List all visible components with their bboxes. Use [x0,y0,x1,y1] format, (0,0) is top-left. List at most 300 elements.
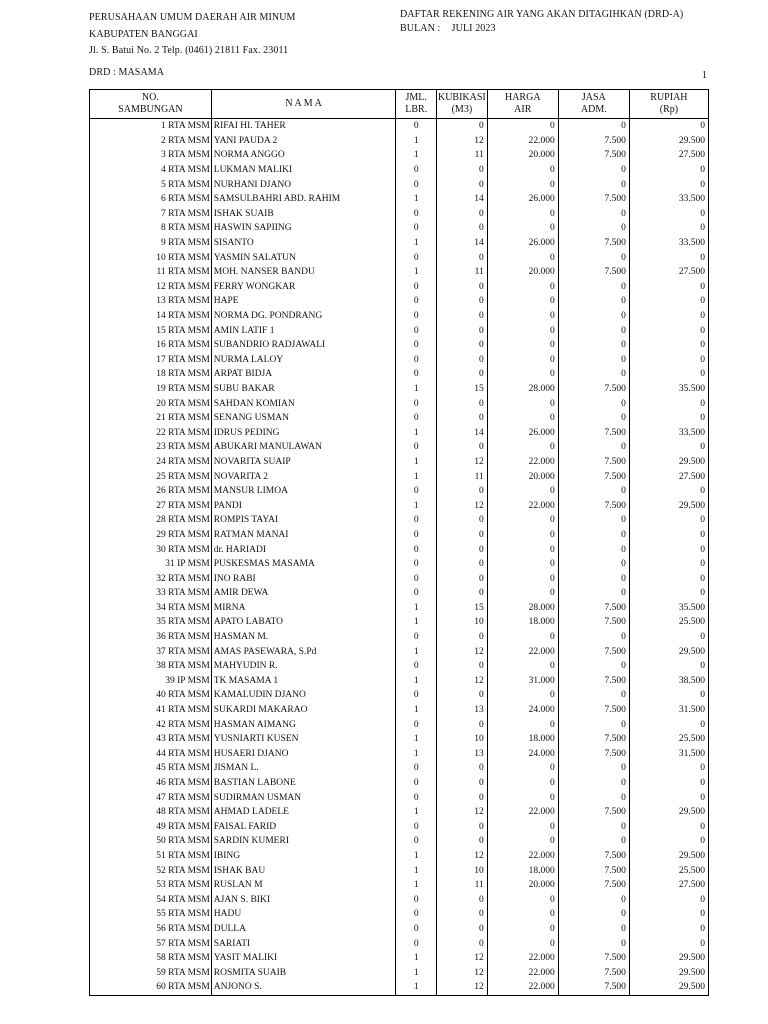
cell-kubikasi: 12 [437,980,488,995]
cell-rupiah: 0 [629,323,708,338]
cell-rupiah: 0 [629,761,708,776]
cell-kubikasi: 0 [437,411,488,426]
cell-nama: FAISAL FARID [211,820,396,835]
cell-jasa-adm: 0 [558,586,629,601]
cell-harga-air: 18.000 [487,732,558,747]
cell-kubikasi: 0 [437,207,488,222]
table-row [90,236,709,251]
cell-no-sambungan: 45 RTA MSM [90,761,212,776]
cell-no-sambungan: 50 RTA MSM [90,834,212,849]
page-number: 1 [702,70,708,81]
cell-harga-air: 0 [487,250,558,265]
cell-no-sambungan: 33 RTA MSM [90,586,212,601]
table-row [90,382,709,397]
cell-kubikasi: 14 [437,425,488,440]
table-row [90,834,709,849]
cell-rupiah: 0 [629,528,708,543]
cell-nama: ROMPIS TAYAI [211,513,396,528]
cell-jml-lbr: 0 [396,177,437,192]
cell-jml-lbr: 0 [396,834,437,849]
cell-kubikasi: 0 [437,761,488,776]
cell-kubikasi: 10 [437,863,488,878]
company-address: Jl. S. Batui No. 2 Telp. (0461) 21811 Fax. 23011 [89,45,289,56]
cell-nama: INO RABI [211,571,396,586]
cell-no-sambungan: 27 RTA MSM [90,498,212,513]
cell-harga-air: 28.000 [487,382,558,397]
cell-rupiah: 38.500 [629,674,708,689]
cell-jml-lbr: 1 [396,703,437,718]
cell-harga-air: 18.000 [487,863,558,878]
cell-kubikasi: 0 [437,630,488,645]
cell-rupiah: 0 [629,688,708,703]
cell-jasa-adm: 0 [558,542,629,557]
cell-harga-air: 0 [487,761,558,776]
cell-no-sambungan: 40 RTA MSM [90,688,212,703]
cell-jasa-adm: 7.500 [558,615,629,630]
cell-harga-air: 22.000 [487,134,558,149]
table-row [90,134,709,149]
cell-harga-air: 20.000 [487,148,558,163]
cell-kubikasi: 12 [437,965,488,980]
cell-no-sambungan: 6 RTA MSM [90,192,212,207]
cell-jasa-adm: 7.500 [558,849,629,864]
cell-jml-lbr: 0 [396,717,437,732]
cell-kubikasi: 0 [437,338,488,353]
cell-kubikasi: 11 [437,265,488,280]
cell-nama: BASTIAN LABONE [211,776,396,791]
cell-rupiah: 0 [629,820,708,835]
table-row [90,922,709,937]
cell-jasa-adm: 0 [558,177,629,192]
cell-kubikasi: 0 [437,440,488,455]
cell-rupiah: 0 [629,834,708,849]
cell-rupiah: 35.500 [629,382,708,397]
cell-harga-air: 26.000 [487,236,558,251]
cell-harga-air: 18.000 [487,615,558,630]
table-row [90,498,709,513]
report-month [400,23,496,34]
cell-kubikasi: 0 [437,717,488,732]
cell-kubikasi: 14 [437,192,488,207]
table-row [90,601,709,616]
cell-rupiah: 33.500 [629,192,708,207]
cell-rupiah: 27.500 [629,878,708,893]
table-row [90,177,709,192]
table-row [90,513,709,528]
cell-rupiah: 29.500 [629,849,708,864]
cell-harga-air: 22.000 [487,644,558,659]
cell-kubikasi: 0 [437,907,488,922]
cell-no-sambungan: 18 RTA MSM [90,367,212,382]
table-row [90,367,709,382]
cell-jasa-adm: 7.500 [558,455,629,470]
cell-nama: dr. HARIADI [211,542,396,557]
table-row [90,717,709,732]
cell-harga-air: 0 [487,688,558,703]
cell-kubikasi: 0 [437,221,488,236]
cell-jml-lbr: 1 [396,747,437,762]
cell-jml-lbr: 1 [396,878,437,893]
cell-rupiah: 27.500 [629,265,708,280]
table-row [90,965,709,980]
cell-nama: HUSAERI DJANO [211,747,396,762]
cell-harga-air: 22.000 [487,980,558,995]
cell-jasa-adm: 0 [558,207,629,222]
cell-harga-air: 0 [487,936,558,951]
cell-jml-lbr: 0 [396,630,437,645]
cell-rupiah: 0 [629,630,708,645]
cell-nama: PANDI [211,498,396,513]
cell-harga-air: 0 [487,353,558,368]
cell-rupiah: 0 [629,338,708,353]
table-row [90,878,709,893]
cell-rupiah: 29.500 [629,965,708,980]
cell-no-sambungan: 38 RTA MSM [90,659,212,674]
cell-jasa-adm: 0 [558,659,629,674]
cell-jml-lbr: 0 [396,557,437,572]
cell-jasa-adm: 0 [558,528,629,543]
cell-nama: MAHYUDIN R. [211,659,396,674]
cell-jml-lbr: 1 [396,980,437,995]
cell-kubikasi: 0 [437,571,488,586]
cell-no-sambungan: 48 RTA MSM [90,805,212,820]
cell-no-sambungan: 36 RTA MSM [90,630,212,645]
cell-kubikasi: 0 [437,250,488,265]
cell-jml-lbr: 1 [396,498,437,513]
cell-kubikasi: 15 [437,382,488,397]
cell-kubikasi: 0 [437,936,488,951]
cell-nama: NOVARITA SUAIP [211,455,396,470]
cell-harga-air: 0 [487,207,558,222]
cell-jasa-adm: 0 [558,396,629,411]
cell-jml-lbr: 0 [396,513,437,528]
cell-harga-air: 0 [487,834,558,849]
cell-rupiah: 0 [629,542,708,557]
cell-jml-lbr: 0 [396,790,437,805]
cell-jasa-adm: 0 [558,688,629,703]
cell-jml-lbr: 0 [396,659,437,674]
cell-nama: IDRUS PEDING [211,425,396,440]
cell-jasa-adm: 0 [558,280,629,295]
cell-jasa-adm: 0 [558,790,629,805]
cell-no-sambungan: 42 RTA MSM [90,717,212,732]
cell-kubikasi: 0 [437,776,488,791]
table-row [90,644,709,659]
cell-nama: RUSLAN M [211,878,396,893]
cell-jasa-adm: 0 [558,338,629,353]
table-row [90,265,709,280]
cell-no-sambungan: 9 RTA MSM [90,236,212,251]
cell-no-sambungan: 35 RTA MSM [90,615,212,630]
cell-harga-air: 22.000 [487,965,558,980]
cell-nama: HADU [211,907,396,922]
table-row [90,761,709,776]
cell-rupiah: 0 [629,892,708,907]
cell-kubikasi: 0 [437,323,488,338]
cell-no-sambungan: 8 RTA MSM [90,221,212,236]
month-label: BULAN : [400,23,441,34]
cell-nama: SUBU BAKAR [211,382,396,397]
cell-jasa-adm: 7.500 [558,425,629,440]
cell-harga-air: 26.000 [487,192,558,207]
cell-harga-air: 0 [487,922,558,937]
cell-jml-lbr: 1 [396,425,437,440]
cell-jasa-adm: 0 [558,163,629,178]
table-row [90,163,709,178]
cell-kubikasi: 0 [437,163,488,178]
cell-harga-air: 22.000 [487,498,558,513]
cell-jml-lbr: 0 [396,207,437,222]
table-header-row [90,90,709,119]
cell-nama: RATMAN MANAI [211,528,396,543]
table-row [90,732,709,747]
cell-jasa-adm: 7.500 [558,498,629,513]
cell-no-sambungan: 26 RTA MSM [90,484,212,499]
cell-kubikasi: 12 [437,674,488,689]
cell-jml-lbr: 1 [396,469,437,484]
cell-no-sambungan: 16 RTA MSM [90,338,212,353]
cell-rupiah: 33.500 [629,425,708,440]
cell-rupiah: 29.500 [629,980,708,995]
cell-harga-air: 0 [487,338,558,353]
cell-no-sambungan: 1 RTA MSM [90,119,212,134]
cell-jml-lbr: 1 [396,732,437,747]
cell-harga-air: 26.000 [487,425,558,440]
cell-no-sambungan: 60 RTA MSM [90,980,212,995]
cell-kubikasi: 0 [437,528,488,543]
table-row [90,892,709,907]
cell-harga-air: 0 [487,907,558,922]
cell-harga-air: 0 [487,557,558,572]
cell-nama: JISMAN L. [211,761,396,776]
cell-jasa-adm: 0 [558,936,629,951]
cell-kubikasi: 0 [437,790,488,805]
col-header-no: NO. SAMBUNGAN [90,90,212,119]
cell-nama: SAMSULBAHRI ABD. RAHIM [211,192,396,207]
cell-jasa-adm: 7.500 [558,265,629,280]
cell-kubikasi: 12 [437,951,488,966]
cell-nama: YASIT MALIKI [211,951,396,966]
cell-harga-air: 0 [487,528,558,543]
cell-rupiah: 25.500 [629,863,708,878]
cell-kubikasi: 12 [437,849,488,864]
cell-jml-lbr: 1 [396,644,437,659]
cell-jml-lbr: 1 [396,601,437,616]
cell-harga-air: 22.000 [487,805,558,820]
cell-nama: YUSNIARTI KUSEN [211,732,396,747]
cell-jasa-adm: 0 [558,367,629,382]
cell-no-sambungan: 22 RTA MSM [90,425,212,440]
cell-jml-lbr: 0 [396,571,437,586]
cell-jasa-adm: 7.500 [558,134,629,149]
cell-rupiah: 29.500 [629,134,708,149]
cell-kubikasi: 0 [437,542,488,557]
cell-harga-air: 22.000 [487,455,558,470]
cell-no-sambungan: 29 RTA MSM [90,528,212,543]
table-row [90,280,709,295]
cell-harga-air: 24.000 [487,747,558,762]
cell-nama: ROSMITA SUAIB [211,965,396,980]
drd-label: DRD : MASAMA [89,67,165,78]
cell-kubikasi: 10 [437,732,488,747]
table-row [90,250,709,265]
cell-no-sambungan: 21 RTA MSM [90,411,212,426]
cell-nama: SUBANDRIO RADJAWALI [211,338,396,353]
cell-jasa-adm: 0 [558,294,629,309]
cell-rupiah: 0 [629,484,708,499]
cell-no-sambungan: 15 RTA MSM [90,323,212,338]
cell-no-sambungan: 47 RTA MSM [90,790,212,805]
cell-jml-lbr: 1 [396,849,437,864]
table-row [90,571,709,586]
cell-kubikasi: 12 [437,455,488,470]
cell-no-sambungan: 11 RTA MSM [90,265,212,280]
cell-jml-lbr: 1 [396,134,437,149]
table-row [90,484,709,499]
cell-nama: AMIN LATIF 1 [211,323,396,338]
cell-nama: DULLA [211,922,396,937]
cell-nama: HASWIN SAPIING [211,221,396,236]
cell-jml-lbr: 1 [396,265,437,280]
cell-rupiah: 0 [629,776,708,791]
table-row [90,586,709,601]
cell-no-sambungan: 51 RTA MSM [90,849,212,864]
cell-no-sambungan: 17 RTA MSM [90,353,212,368]
cell-kubikasi: 0 [437,922,488,937]
table-row [90,951,709,966]
cell-harga-air: 0 [487,177,558,192]
cell-rupiah: 31.500 [629,703,708,718]
cell-no-sambungan: 31 IP MSM [90,557,212,572]
cell-no-sambungan: 2 RTA MSM [90,134,212,149]
cell-kubikasi: 0 [437,294,488,309]
cell-jasa-adm: 7.500 [558,674,629,689]
cell-jml-lbr: 1 [396,674,437,689]
table-row [90,674,709,689]
cell-harga-air: 22.000 [487,951,558,966]
cell-no-sambungan: 58 RTA MSM [90,951,212,966]
cell-jasa-adm: 7.500 [558,703,629,718]
cell-jasa-adm: 0 [558,630,629,645]
cell-jasa-adm: 0 [558,834,629,849]
cell-nama: SISANTO [211,236,396,251]
cell-nama: NORMA DG. PONDRANG [211,309,396,324]
table-row [90,936,709,951]
cell-harga-air: 0 [487,892,558,907]
cell-rupiah: 0 [629,396,708,411]
cell-jasa-adm: 7.500 [558,236,629,251]
cell-jml-lbr: 1 [396,863,437,878]
cell-harga-air: 0 [487,163,558,178]
cell-rupiah: 0 [629,309,708,324]
cell-rupiah: 25.500 [629,615,708,630]
cell-rupiah: 35.500 [629,601,708,616]
cell-rupiah: 27.500 [629,469,708,484]
cell-jasa-adm: 7.500 [558,382,629,397]
cell-harga-air: 0 [487,294,558,309]
cell-kubikasi: 0 [437,353,488,368]
cell-harga-air: 0 [487,280,558,295]
col-header-nama: N A M A [211,90,396,119]
table-row [90,747,709,762]
cell-nama: TK MASAMA 1 [211,674,396,689]
cell-jasa-adm: 0 [558,513,629,528]
cell-nama: SENANG USMAN [211,411,396,426]
cell-harga-air: 0 [487,717,558,732]
cell-jml-lbr: 0 [396,280,437,295]
cell-nama: PUSKESMAS MASAMA [211,557,396,572]
cell-nama: HASMAN M. [211,630,396,645]
cell-jml-lbr: 1 [396,615,437,630]
cell-rupiah: 0 [629,294,708,309]
cell-no-sambungan: 32 RTA MSM [90,571,212,586]
table-row [90,776,709,791]
col-header-jasa: JASA ADM. [558,90,629,119]
cell-jml-lbr: 0 [396,542,437,557]
cell-harga-air: 0 [487,790,558,805]
cell-jasa-adm: 0 [558,776,629,791]
table-row [90,353,709,368]
cell-jml-lbr: 1 [396,382,437,397]
table-row [90,659,709,674]
cell-no-sambungan: 5 RTA MSM [90,177,212,192]
cell-no-sambungan: 57 RTA MSM [90,936,212,951]
table-row [90,440,709,455]
cell-harga-air: 20.000 [487,469,558,484]
cell-rupiah: 27.500 [629,148,708,163]
cell-rupiah: 0 [629,221,708,236]
cell-harga-air: 0 [487,309,558,324]
cell-harga-air: 0 [487,586,558,601]
cell-nama: SARIATI [211,936,396,951]
cell-no-sambungan: 59 RTA MSM [90,965,212,980]
cell-jml-lbr: 1 [396,951,437,966]
cell-nama: MANSUR LIMOA [211,484,396,499]
cell-nama: LUKMAN MALIKI [211,163,396,178]
cell-kubikasi: 0 [437,280,488,295]
table-row [90,557,709,572]
cell-no-sambungan: 12 RTA MSM [90,280,212,295]
cell-jml-lbr: 0 [396,119,437,134]
cell-jasa-adm: 7.500 [558,980,629,995]
table-row [90,396,709,411]
cell-jasa-adm: 0 [558,907,629,922]
cell-harga-air: 0 [487,411,558,426]
cell-jasa-adm: 0 [558,353,629,368]
cell-rupiah: 0 [629,659,708,674]
cell-harga-air: 0 [487,323,558,338]
cell-jasa-adm: 0 [558,571,629,586]
cell-kubikasi: 0 [437,834,488,849]
cell-rupiah: 0 [629,353,708,368]
cell-jml-lbr: 0 [396,294,437,309]
cell-nama: FERRY WONGKAR [211,280,396,295]
cell-kubikasi: 12 [437,644,488,659]
cell-jasa-adm: 0 [558,221,629,236]
cell-no-sambungan: 43 RTA MSM [90,732,212,747]
cell-jml-lbr: 0 [396,338,437,353]
table-row [90,192,709,207]
cell-jml-lbr: 0 [396,484,437,499]
cell-rupiah: 0 [629,119,708,134]
cell-kubikasi: 0 [437,484,488,499]
cell-jasa-adm: 7.500 [558,863,629,878]
cell-kubikasi: 0 [437,513,488,528]
month-value: JULI 2023 [451,23,496,34]
cell-no-sambungan: 55 RTA MSM [90,907,212,922]
table-row [90,323,709,338]
cell-no-sambungan: 24 RTA MSM [90,455,212,470]
